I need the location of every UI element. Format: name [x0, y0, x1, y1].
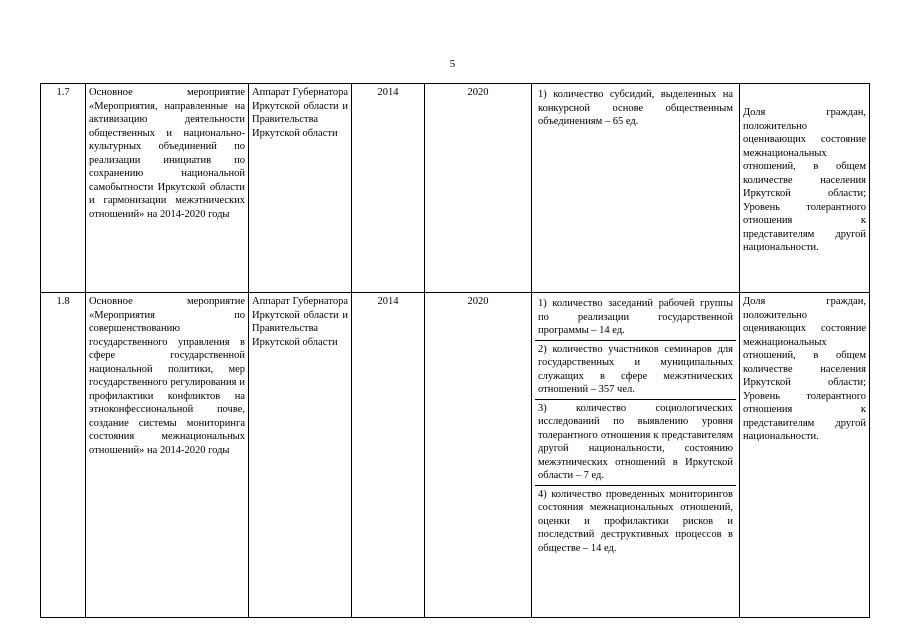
- target-indicators: Доля граждан, положительно оценивающих состояние межнациональных отношений, в общем количестве населения Иркутской области; Уровень толерантного отношения к представителям другой национальности.: [740, 293, 870, 618]
- page-number: 5: [449, 58, 456, 70]
- indicator-item: 1) количество заседаний рабочей группы по реализации государственной программы – 14 ед.: [538, 298, 733, 336]
- indicators-cell: [532, 293, 740, 618]
- start-year: 2014: [352, 84, 425, 293]
- row-number: 1.7: [41, 84, 86, 293]
- indicator-item: 3) количество социологических исследований по выявлению уровня толерантного отношения к представителям другой национальности, состоянию межэтнических отношений в Иркутской области – 7 ед.: [535, 399, 736, 485]
- indicator-item: 2) количество участников семинаров для государственных и муниципальных служащих в сфере межэтнических отношений – 357 чел.: [535, 340, 736, 399]
- program-events-table: [40, 83, 870, 618]
- table-row: [41, 293, 870, 618]
- indicator-item: 1) количество субсидий, выделенных на конкурсной основе общественным объединениям – 65 ед.: [538, 89, 733, 127]
- indicators-cell: [532, 84, 740, 293]
- table-row: [41, 84, 870, 293]
- row-number: 1.8: [41, 293, 86, 618]
- end-year: 2020: [425, 293, 532, 618]
- event-description: Основное мероприятие «Мероприятия, направленные на активизацию деятельности общественных и национально-культурных объединений по реализации инициатив по сохранению национальной самобытности Иркутской области и гармонизации межэтнических отношений» на 2014-2020 годы: [86, 84, 249, 293]
- start-year: 2014: [352, 293, 425, 618]
- target-indicators: Доля граждан, положительно оценивающих состояние межнациональных отношений, в общем количестве населения Иркутской области; Уровень толерантного отношения к представителям другой национальности.: [740, 84, 870, 293]
- executor: Аппарат Губернатора Иркутской области и Правительства Иркутской области: [249, 84, 352, 293]
- end-year: 2020: [425, 84, 532, 293]
- indicator-item: 4) количество проведенных мониторингов состояния межнациональных отношений, оценки и профилактики рисков и последствий деструктивных процессов в обществе – 14 ед.: [535, 485, 736, 558]
- executor: Аппарат Губернатора Иркутской области и Правительства Иркутской области: [249, 293, 352, 618]
- event-description: Основное мероприятие «Мероприятия по совершенствованию государственного управления в сфере государственной национальной политики, мер государственного регулирования и профилактики конфликтов на этноконфессиональной почве, создание системы мониторинга состояния межнациональных отношений» на 2014-2020 годы: [86, 293, 249, 618]
